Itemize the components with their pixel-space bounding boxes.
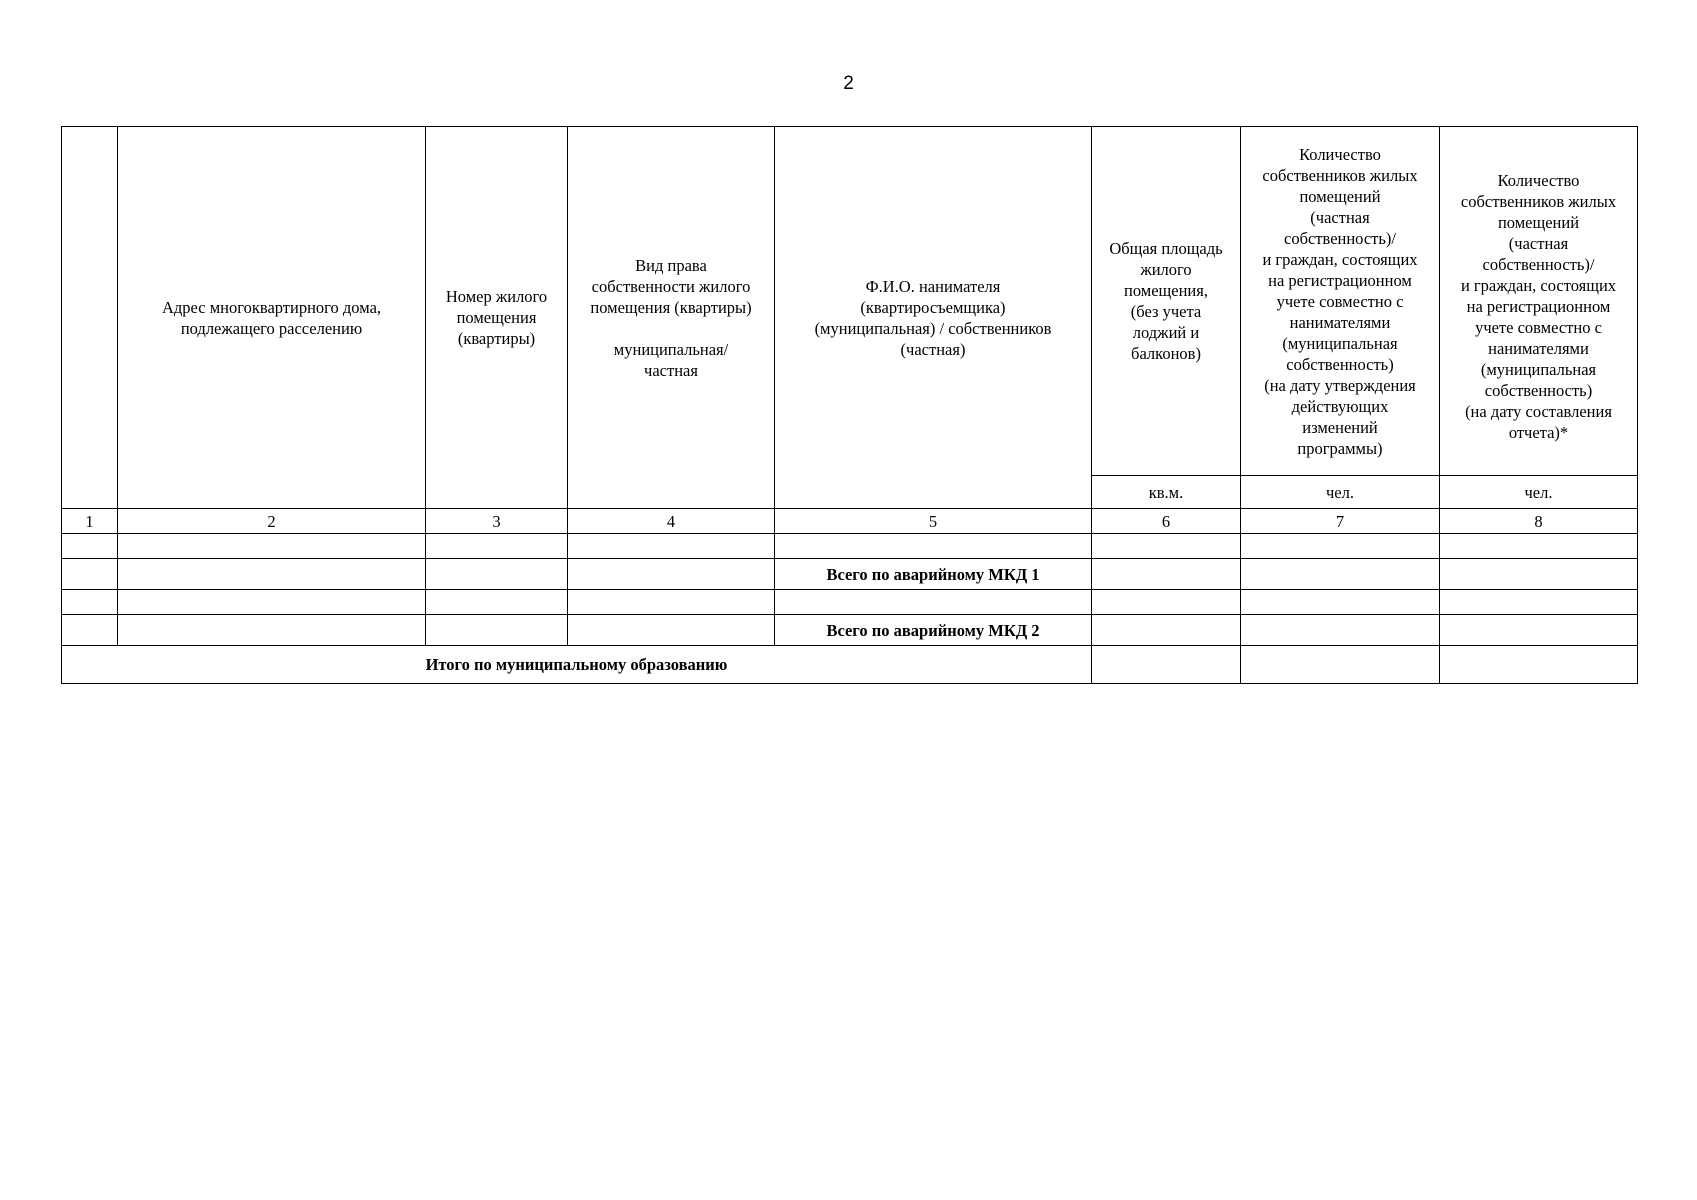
column-number: 5 [775,509,1092,534]
column-numbers-row [62,509,1638,534]
empty-cell [426,590,568,615]
table-row [62,534,1638,559]
header-apartment-number: Номер жилого помещения (квартиры) [426,127,568,509]
column-number: 7 [1241,509,1440,534]
empty-cell [1092,615,1241,646]
unit-persons-8: чел. [1440,476,1638,509]
empty-cell [62,615,118,646]
header-total-area: Общая площадь жилого помещения, (без учета лоджий и балконов) [1092,127,1241,476]
empty-cell [775,590,1092,615]
column-number: 6 [1092,509,1241,534]
empty-cell [62,590,118,615]
empty-cell [426,615,568,646]
empty-cell [1241,646,1440,684]
header-row [62,127,1638,476]
empty-cell [62,534,118,559]
resettlement-table [61,126,1638,684]
column-number: 1 [62,509,118,534]
header-owners-count-report: Количество собственников жилых помещений (частная собственность)/ и граждан, состоящих на регистрационном учете совместно с нанимателями (муниципальная собственность) (на дату составления отчета)* [1440,127,1638,476]
total-row-mkd2 [62,615,1638,646]
empty-cell [118,590,426,615]
table-row [62,590,1638,615]
empty-cell [1440,559,1638,590]
page-number: 2 [843,73,854,94]
empty-cell [568,590,775,615]
grand-total-label: Итого по муниципальному образованию [62,646,1092,684]
column-number: 2 [118,509,426,534]
empty-cell [775,534,1092,559]
column-number: 4 [568,509,775,534]
empty-cell [1440,615,1638,646]
empty-cell [1092,534,1241,559]
unit-persons-7: чел. [1241,476,1440,509]
empty-cell [118,534,426,559]
header-tenant-name: Ф.И.О. нанимателя (квартиросъемщика) (муниципальная) / собственников (частная) [775,127,1092,509]
empty-cell [1440,590,1638,615]
empty-cell [1092,646,1241,684]
empty-cell [1440,646,1638,684]
unit-area: кв.м. [1092,476,1241,509]
header-ownership-type: Вид права собственности жилого помещения (квартиры) муниципальная/ частная [568,127,775,509]
empty-cell [1440,534,1638,559]
empty-cell [118,615,426,646]
total-row-mkd1 [62,559,1638,590]
empty-cell [1241,559,1440,590]
total-mkd1-label: Всего по аварийному МКД 1 [775,559,1092,590]
column-number: 8 [1440,509,1638,534]
empty-cell [568,559,775,590]
header-owners-count-approval: Количество собственников жилых помещений (частная собственность)/ и граждан, состоящих на регистрационном учете совместно с нанимателями (муниципальная собственность) (на дату утверждения действующих изменений программы) [1241,127,1440,476]
total-mkd2-label: Всего по аварийному МКД 2 [775,615,1092,646]
empty-cell [62,559,118,590]
empty-cell [1092,590,1241,615]
column-number: 3 [426,509,568,534]
empty-cell [1241,615,1440,646]
header-address: Адрес многоквартирного дома, подлежащего расселению [118,127,426,509]
empty-cell [1241,590,1440,615]
empty-cell [568,534,775,559]
empty-cell [118,559,426,590]
header-col-1 [62,127,118,509]
empty-cell [1241,534,1440,559]
empty-cell [426,534,568,559]
empty-cell [568,615,775,646]
empty-cell [1092,559,1241,590]
empty-cell [426,559,568,590]
grand-total-row [62,646,1638,684]
